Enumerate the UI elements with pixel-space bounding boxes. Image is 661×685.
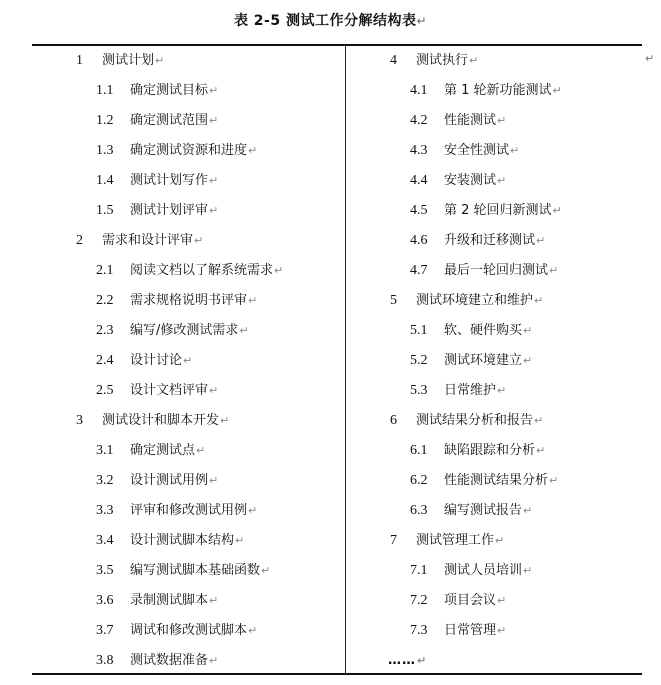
section-row xyxy=(32,226,332,256)
paragraph-mark-icon: ↵ xyxy=(248,144,258,157)
subsection-row xyxy=(346,256,646,286)
section-row xyxy=(346,526,646,556)
item-number: 4 xyxy=(390,53,397,68)
section-row xyxy=(32,46,332,76)
paragraph-mark-icon: ↵ xyxy=(536,444,546,457)
item-number: 6.2 xyxy=(410,473,428,488)
item-number: 6.3 xyxy=(410,503,428,518)
paragraph-mark-icon: ↵ xyxy=(209,114,219,127)
item-number: 3.8 xyxy=(96,653,114,668)
subsection-row xyxy=(32,466,332,496)
item-number: 1.1 xyxy=(96,83,114,98)
subsection-row xyxy=(32,106,332,136)
paragraph-mark-icon: ↵ xyxy=(552,204,562,217)
paragraph-mark-icon: ↵ xyxy=(549,264,559,277)
paragraph-mark-icon: ↵ xyxy=(534,294,544,307)
item-number: 5.3 xyxy=(410,383,428,398)
paragraph-mark-icon: ↵ xyxy=(497,174,507,187)
paragraph-mark-icon: ↵ xyxy=(536,234,546,247)
item-number: 3 xyxy=(76,413,83,428)
item-number: 4.6 xyxy=(410,233,428,248)
item-number: 7.1 xyxy=(410,563,428,578)
paragraph-mark-icon: ↵ xyxy=(497,624,507,637)
item-text: 测试执行 xyxy=(416,53,469,68)
section-row xyxy=(346,46,646,76)
subsection-row xyxy=(32,436,332,466)
paragraph-mark-icon: ↵ xyxy=(235,534,245,547)
paragraph-mark-icon: ↵ xyxy=(261,564,271,577)
subsection-row xyxy=(32,376,332,406)
item-text: 设计测试脚本结构 xyxy=(130,533,235,548)
item-number: 4.1 xyxy=(410,83,428,98)
paragraph-mark-icon: ↵ xyxy=(220,414,230,427)
item-number: 7 xyxy=(390,533,397,548)
table-title-text: 表 2-5 测试工作分解结构表 xyxy=(233,13,417,29)
subsection-row xyxy=(346,616,646,646)
subsection-row xyxy=(346,556,646,586)
item-text: 测试数据准备 xyxy=(130,653,209,668)
subsection-row xyxy=(346,376,646,406)
paragraph-mark-icon: ↵ xyxy=(523,564,533,577)
subsection-row xyxy=(346,436,646,466)
ellipsis-row xyxy=(346,646,646,676)
item-number: 3.5 xyxy=(96,563,114,578)
item-text: 测试环境建立和维护 xyxy=(416,293,534,308)
item-text: 性能测试结果分析 xyxy=(444,473,549,488)
item-text: 录制测试脚本 xyxy=(130,593,209,608)
paragraph-mark-icon: ↵ xyxy=(209,204,219,217)
item-text: 测试计划评审 xyxy=(130,203,209,218)
item-number: 1.3 xyxy=(96,143,114,158)
item-number: 1.2 xyxy=(96,113,114,128)
subsection-row xyxy=(32,196,332,226)
paragraph-mark-icon: ↵ xyxy=(497,384,507,397)
item-text: 测试计划 xyxy=(102,53,155,68)
item-number: 4.3 xyxy=(410,143,428,158)
subsection-row xyxy=(346,196,646,226)
item-number: 2 xyxy=(76,233,83,248)
item-text: 测试管理工作 xyxy=(416,533,495,548)
item-number: 4.4 xyxy=(410,173,428,188)
paragraph-mark-icon: ↵ xyxy=(534,414,544,427)
item-text: 测试环境建立 xyxy=(444,353,523,368)
item-number: 3.4 xyxy=(96,533,114,548)
item-number: 3.1 xyxy=(96,443,114,458)
item-text: 需求规格说明书评审 xyxy=(130,293,248,308)
item-text: 软、硬件购买 xyxy=(444,323,523,338)
item-text: 调试和修改测试脚本 xyxy=(130,623,248,638)
item-text: 需求和设计评审 xyxy=(102,233,194,248)
item-text: 确定测试点 xyxy=(130,443,196,458)
subsection-row xyxy=(346,106,646,136)
item-text: 设计讨论 xyxy=(130,353,183,368)
item-number: 3.2 xyxy=(96,473,114,488)
item-number: 4.2 xyxy=(410,113,428,128)
item-text: 升级和迁移测试 xyxy=(444,233,536,248)
item-number: 6.1 xyxy=(410,443,428,458)
item-text: 缺陷跟踪和分析 xyxy=(444,443,536,458)
subsection-row xyxy=(32,316,332,346)
left-column xyxy=(32,46,332,676)
item-text: 编写测试脚本基础函数 xyxy=(130,563,261,578)
subsection-row xyxy=(32,586,332,616)
paragraph-mark-icon: ↵ xyxy=(248,504,258,517)
subsection-row xyxy=(346,346,646,376)
item-number: 5.1 xyxy=(410,323,428,338)
paragraph-mark-icon: ↵ xyxy=(209,84,219,97)
section-row xyxy=(346,286,646,316)
paragraph-mark-icon: ↵ xyxy=(155,54,165,67)
item-number: 3.7 xyxy=(96,623,114,638)
paragraph-mark-icon: ↵ xyxy=(523,354,533,367)
item-number: 3.3 xyxy=(96,503,114,518)
subsection-row xyxy=(346,76,646,106)
paragraph-mark-icon: ↵ xyxy=(495,534,505,547)
paragraph-mark-icon: ↵ xyxy=(523,504,533,517)
item-text: 测试计划写作 xyxy=(130,173,209,188)
subsection-row xyxy=(346,586,646,616)
subsection-row xyxy=(32,556,332,586)
subsection-row xyxy=(346,496,646,526)
item-text: 第 2 轮回归新测试 xyxy=(444,203,552,218)
subsection-row xyxy=(32,526,332,556)
paragraph-mark-icon: ↵ xyxy=(209,384,219,397)
item-number: 4.7 xyxy=(410,263,428,278)
table-title xyxy=(0,10,661,30)
subsection-row xyxy=(346,166,646,196)
item-text: 评审和修改测试用例 xyxy=(130,503,248,518)
subsection-row xyxy=(346,226,646,256)
paragraph-mark-icon: ↵ xyxy=(274,264,284,277)
item-text: 设计测试用例 xyxy=(130,473,209,488)
item-text: 第 1 轮新功能测试 xyxy=(444,83,552,98)
subsection-row xyxy=(32,496,332,526)
paragraph-mark-icon: ↵ xyxy=(239,324,249,337)
subsection-row xyxy=(32,616,332,646)
item-text: 安全性测试 xyxy=(444,143,510,158)
ellipsis-text: …… xyxy=(388,653,416,668)
subsection-row xyxy=(32,166,332,196)
item-text: 项目会议 xyxy=(444,593,497,608)
item-text: 设计文档评审 xyxy=(130,383,209,398)
item-number: 1 xyxy=(76,53,83,68)
subsection-row xyxy=(32,286,332,316)
item-number: 1.4 xyxy=(96,173,114,188)
paragraph-mark-icon: ↵ xyxy=(552,84,562,97)
paragraph-mark-icon: ↵ xyxy=(417,654,428,667)
subsection-row xyxy=(32,346,332,376)
item-number: 1.5 xyxy=(96,203,114,218)
item-text: 编写测试报告 xyxy=(444,503,523,518)
item-number: 5.2 xyxy=(410,353,428,368)
item-text: 性能测试 xyxy=(444,113,497,128)
subsection-row xyxy=(346,466,646,496)
item-number: 2.4 xyxy=(96,353,114,368)
subsection-row xyxy=(32,76,332,106)
item-text: 确定测试范围 xyxy=(130,113,209,128)
subsection-row xyxy=(32,646,332,676)
paragraph-mark-icon: ↵ xyxy=(469,54,479,67)
subsection-row xyxy=(346,316,646,346)
item-text: 确定测试目标 xyxy=(130,83,209,98)
item-text: 编写/修改测试需求 xyxy=(130,323,239,338)
right-column xyxy=(346,46,646,676)
paragraph-mark-icon: ↵ xyxy=(510,144,520,157)
item-text: 确定测试资源和进度 xyxy=(130,143,248,158)
item-number: 6 xyxy=(390,413,397,428)
paragraph-mark-icon: ↵ xyxy=(416,14,428,28)
paragraph-mark-icon: ↵ xyxy=(209,594,219,607)
paragraph-mark-icon: ↵ xyxy=(209,174,219,187)
subsection-row xyxy=(346,136,646,166)
paragraph-mark-icon: ↵ xyxy=(209,474,219,487)
item-number: 5 xyxy=(390,293,397,308)
item-number: 4.5 xyxy=(410,203,428,218)
item-number: 2.1 xyxy=(96,263,114,278)
paragraph-mark-icon: ↵ xyxy=(497,114,507,127)
paragraph-mark-icon: ↵ xyxy=(194,234,204,247)
item-number: 3.6 xyxy=(96,593,114,608)
paragraph-mark-icon: ↵ xyxy=(523,324,533,337)
item-number: 2.2 xyxy=(96,293,114,308)
item-text: 日常管理 xyxy=(444,623,497,638)
item-text: 最后一轮回归测试 xyxy=(444,263,549,278)
item-number: 2.3 xyxy=(96,323,114,338)
item-text: 测试设计和脚本开发 xyxy=(102,413,220,428)
paragraph-mark-icon: ↵ xyxy=(248,624,258,637)
paragraph-mark-icon: ↵ xyxy=(549,474,559,487)
item-text: 测试结果分析和报告 xyxy=(416,413,534,428)
item-text: 日常维护 xyxy=(444,383,497,398)
item-text: 安装测试 xyxy=(444,173,497,188)
paragraph-mark-icon: ↵ xyxy=(196,444,206,457)
paragraph-mark-icon: ↵ xyxy=(183,354,193,367)
paragraph-mark-icon: ↵ xyxy=(497,594,507,607)
item-number: 7.2 xyxy=(410,593,428,608)
section-row xyxy=(346,406,646,436)
subsection-row xyxy=(32,136,332,166)
paragraph-mark-icon: ↵ xyxy=(209,654,219,667)
item-number: 2.5 xyxy=(96,383,114,398)
item-text: 阅读文档以了解系统需求 xyxy=(130,263,274,278)
subsection-row xyxy=(32,256,332,286)
item-number: 7.3 xyxy=(410,623,428,638)
section-row xyxy=(32,406,332,436)
end-of-cell-mark-icon: ↵ xyxy=(645,52,655,65)
item-text: 测试人员培训 xyxy=(444,563,523,578)
paragraph-mark-icon: ↵ xyxy=(248,294,258,307)
